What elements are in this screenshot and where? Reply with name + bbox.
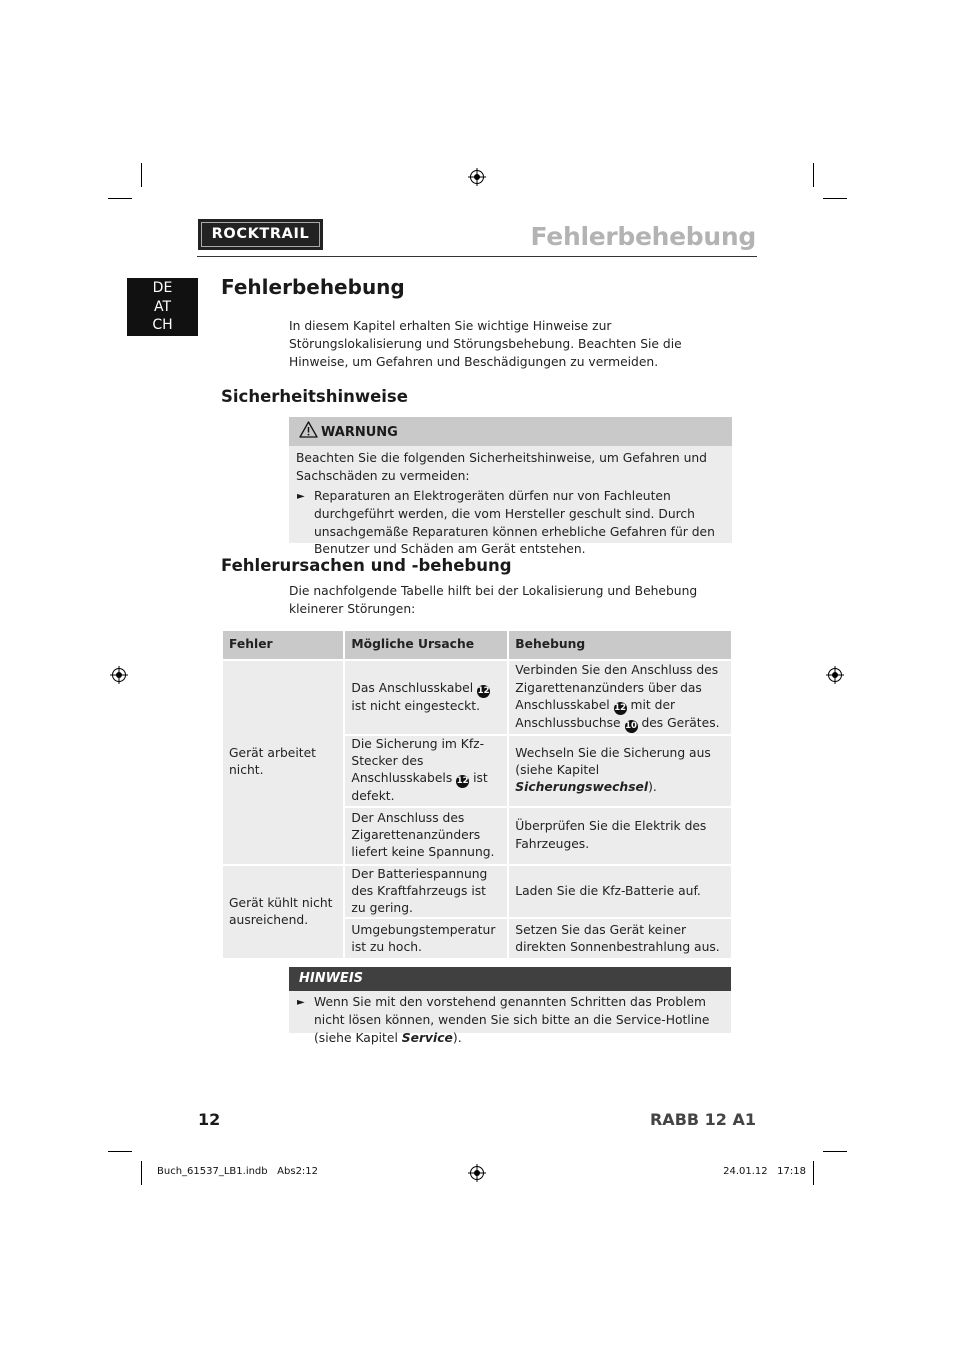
cell-text: Verbinden Sie den Anschluss des Zigarettenanzünders über das Anschlusskabel (515, 663, 719, 712)
registration-mark-icon (826, 666, 844, 684)
table-cell-cause: Der Batteriespannung des Kraftfahrzeugs ist zu gering. (344, 865, 508, 919)
fault-table (221, 629, 733, 960)
crop-mark (813, 1161, 814, 1185)
table-header: Mögliche Ursache (344, 630, 508, 660)
crop-mark (813, 163, 814, 187)
causes-intro: Die nachfolgende Tabelle hilft bei der Lokalisierung und Behebung kleinerer Störungen: (289, 584, 698, 616)
table-cell-cause (344, 735, 508, 807)
crop-mark (141, 1161, 142, 1185)
table-cell-fault: Gerät arbeitet nicht. (222, 660, 344, 865)
page-heading: Fehlerbehebung (221, 275, 405, 299)
brand-logo: ROCKTRAIL (198, 219, 323, 250)
bullet-arrow-icon: ► (297, 491, 305, 502)
safety-heading: Sicherheitshinweise (221, 387, 408, 406)
cell-text: Das Anschlusskabel (351, 680, 478, 695)
part-number-badge: 10 (625, 720, 637, 731)
table-cell-fix (508, 735, 732, 807)
table-header: Fehler (222, 630, 344, 660)
table-cell-cause: Der Anschluss des Zigarettenanzünders liefert keine Spannung. (344, 807, 508, 865)
part-number-badge: 12 (477, 685, 490, 696)
language-code: DE (152, 280, 173, 296)
header-divider (197, 256, 757, 257)
table-cell-cause: Umgebungstemperatur ist zu hoch. (344, 918, 508, 959)
cell-text: ). (648, 780, 657, 795)
registration-mark-icon (468, 168, 486, 186)
hint-text-part: Wenn Sie mit den vorstehend genannten Schritten das Problem nicht lösen können, wenden Sie sich bitte an die Service-Hotline (siehe Kapitel (314, 995, 710, 1045)
chapter-reference: Sicherungswechsel (515, 780, 649, 795)
causes-heading: Fehlerursachen und -behebung (221, 556, 512, 575)
crop-mark (108, 1151, 132, 1152)
hint-text (314, 994, 728, 1047)
chapter-reference: Service (401, 1030, 453, 1045)
page-number: 12 (198, 1110, 221, 1129)
table-cell-fix: Setzen Sie das Gerät keiner direkten Sonnenbestrahlung aus. (508, 918, 732, 959)
table-row (222, 660, 732, 735)
part-number-badge: 12 (614, 702, 627, 713)
table-cell-fix: Laden Sie die Kfz-Batterie auf. (508, 865, 732, 919)
language-code: AT (153, 298, 172, 315)
cell-text: ist defekt. (351, 771, 488, 804)
crop-mark (823, 198, 847, 199)
cell-text: Die Sicherung im Kfz-Stecker des Anschlusskabels (351, 737, 485, 786)
cell-text: des Gerätes. (637, 715, 720, 730)
registration-mark-icon (468, 1164, 486, 1182)
header-title: Fehlerbehebung (530, 222, 756, 251)
registration-mark-icon (110, 666, 128, 684)
crop-mark (823, 1151, 847, 1152)
print-slug-file: Buch_61537_LB1.indb Abs2:12 (157, 1166, 319, 1177)
warning-intro: Beachten Sie die folgenden Sicherheitshinweise, um Gefahren und Sachschäden zu vermeiden: (296, 451, 707, 483)
table-cell-fix (508, 660, 732, 735)
table-header-row (222, 630, 732, 660)
warning-triangle-icon (299, 421, 318, 438)
language-code: CH (152, 317, 173, 333)
cell-text: Wechseln Sie die Sicherung aus (siehe Kapitel (515, 746, 711, 778)
warning-label: WARNUNG (321, 425, 398, 440)
print-slug-date: 24.01.12 17:18 (723, 1166, 806, 1177)
hint-text-part: ). (452, 1030, 462, 1045)
part-number-badge: 12 (456, 776, 469, 787)
hint-label: HINWEIS (299, 971, 364, 986)
table-cell-fix: Überprüfen Sie die Elektrik des Fahrzeuges. (508, 807, 732, 865)
table-header: Behebung (508, 630, 732, 660)
table-row (222, 865, 732, 919)
cell-text: ist nicht eingesteckt. (351, 698, 481, 713)
table-cell-fault: Gerät kühlt nicht ausreichend. (222, 865, 344, 960)
table-cell-cause (344, 660, 508, 735)
warning-bullet-text: Reparaturen an Elektrogeräten dürfen nur von Fachleuten durchgeführt werden, die vom Hersteller geschult sind. Durch unsachgemäße Reparaturen können erhebliche Gefahren für den Benutzer und Schäden am Gerät entstehen. (314, 489, 715, 557)
bullet-arrow-icon: ► (297, 997, 305, 1008)
intro-paragraph: In diesem Kapitel erhalten Sie wichtige Hinweise zur Störungslokalisierung und Störungsbehebung. Beachten Sie die Hinweise, um Gefahren und Beschädigungen zu vermeiden. (289, 319, 682, 369)
crop-mark (141, 163, 142, 187)
language-tab (127, 278, 198, 336)
model-name: RABB 12 A1 (649, 1110, 756, 1129)
crop-mark (108, 198, 132, 199)
cell-text: mit der Anschlussbuchse (515, 697, 676, 730)
